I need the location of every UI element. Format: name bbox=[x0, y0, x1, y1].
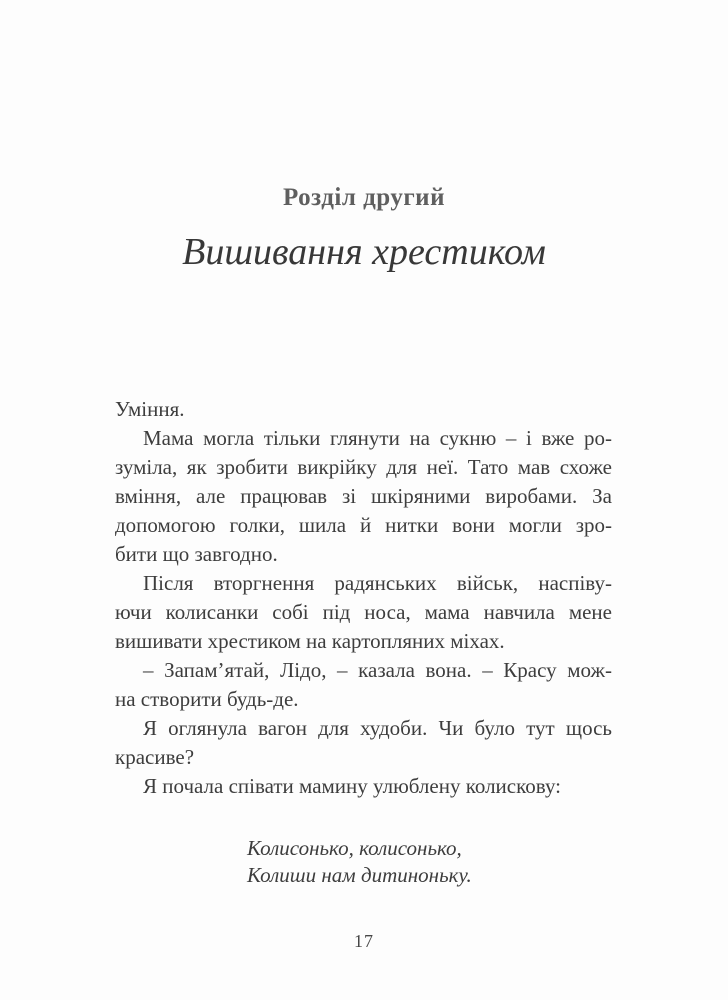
text-line: ючи колисанки собі під носа, мама навчила мене bbox=[115, 600, 612, 624]
text-line: вишивати хрестиком на картопляних міхах. bbox=[115, 629, 505, 653]
text-line: допомогою голки, шила й нитки вони могли зро- bbox=[115, 513, 612, 537]
text-line: зуміла, як зробити викрійку для неї. Тато мав схоже bbox=[115, 455, 612, 479]
text-line: – Запам’ятай, Лідо, – казала вона. – Красу мож- bbox=[143, 658, 612, 682]
text-line: бити що завгодно. bbox=[115, 542, 278, 566]
text-line: Я почала співати мамину улюблену колискову: bbox=[143, 774, 562, 798]
text-line: красиве? bbox=[115, 745, 195, 769]
text-line: на створити будь-де. bbox=[115, 687, 299, 711]
verse-line: Колиши нам дитиноньку. bbox=[247, 863, 472, 887]
chapter-label: Розділ другий bbox=[283, 184, 445, 211]
page-number: 17 bbox=[354, 931, 374, 951]
paragraph bbox=[115, 714, 612, 772]
text-line: Уміння. bbox=[115, 397, 185, 421]
paragraph bbox=[115, 656, 612, 714]
body-text bbox=[115, 395, 612, 801]
text-line: Після вторгнення радянських військ, наспіву- bbox=[143, 571, 612, 595]
paragraph bbox=[115, 395, 612, 424]
verse-line: Колисонько, колисонько, bbox=[247, 836, 462, 860]
text-line: вміння, але працював зі шкіряними виробами. За bbox=[115, 484, 612, 508]
paragraph bbox=[115, 772, 612, 801]
verse-block bbox=[247, 835, 472, 889]
text-line: Я оглянула вагон для худоби. Чи було тут щось bbox=[143, 716, 612, 740]
text-line: Мама могла тільки глянути на сукню – і вже ро- bbox=[143, 426, 612, 450]
chapter-title: Вишивання хрестиком bbox=[182, 231, 546, 273]
paragraph bbox=[115, 569, 612, 656]
paragraph bbox=[115, 424, 612, 569]
